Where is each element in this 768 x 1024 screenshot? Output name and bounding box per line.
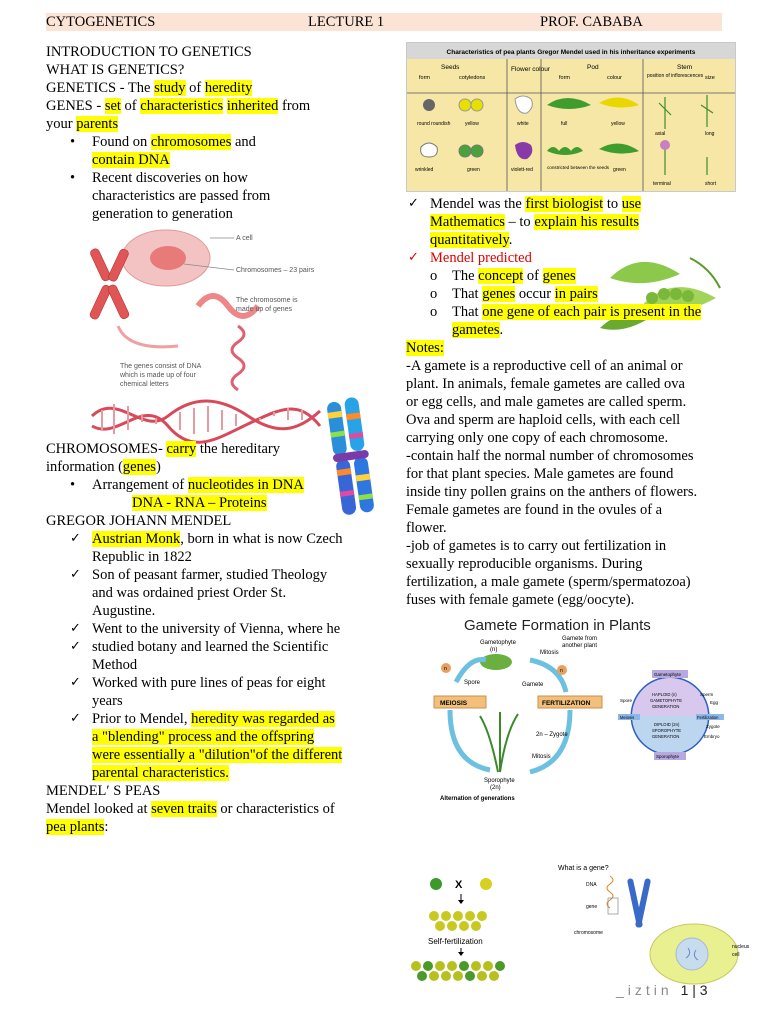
check-son-of-farmer-cont: and was ordained priest Order St. <box>92 585 287 601</box>
note-line-12: sexually reproducible organisms. During <box>406 556 643 572</box>
check-botany: ✓ studied botany and learned the Scientific <box>70 639 329 655</box>
col-flower: Flower colour <box>511 66 551 73</box>
bullet-discoveries-cont: characteristics are passed from <box>92 188 271 204</box>
trait-green-pod: green <box>613 167 626 173</box>
sub-cotyledons: cotyledons <box>459 75 486 81</box>
page-footer <box>616 981 708 999</box>
course-title: CYTOGENETICS <box>46 14 156 30</box>
note-line-3: or egg cells, and male gametes are called sperm. <box>406 394 687 410</box>
right-column <box>406 195 736 609</box>
gf-from1: Gamete from <box>562 636 598 642</box>
check-prior-cont2: were essentially a "dilution"of the different <box>92 747 343 763</box>
sub-size: size <box>705 75 715 81</box>
self-fertilization-label: Self-fertilization <box>428 937 483 946</box>
bullet-chromosomes: • Found on chromosomes and <box>70 134 256 150</box>
col-seeds: Seeds <box>441 64 460 71</box>
trait-violet-red: violett-red <box>511 167 533 173</box>
trait-constricted: constricted between the seeds <box>547 165 610 170</box>
cy-diploid3: GENERATION <box>652 734 680 739</box>
lecture-number: LECTURE 1 <box>308 14 385 30</box>
sub-pod-colour: colour <box>607 75 622 81</box>
genes-definition-cont: your parents <box>46 116 119 132</box>
note-line-7: for that plant species. Male gametes are found <box>406 466 674 482</box>
gene-label-chromosome: chromosome <box>574 930 603 936</box>
trait-green-cotyledon: green <box>467 167 480 173</box>
sub-genes-pairs: o That genes occur in pairs <box>430 286 598 302</box>
bullet-discoveries: • Recent discoveries on how <box>70 170 248 186</box>
gf-spore: Spore <box>464 680 481 686</box>
check-vienna: ✓ Went to the university of Vienna, where he <box>70 621 341 637</box>
sub-form: form <box>419 75 430 81</box>
note-line-10: flower. <box>406 520 447 536</box>
check-first-biologist: ✓ Mendel was the first biologist to use <box>408 196 642 212</box>
intro-heading: INTRODUCTION TO GENETICS <box>46 44 252 60</box>
cy-haploid1: HAPLOID (n) <box>652 692 677 697</box>
check-prior-cont3: parental characteristics. <box>92 765 229 781</box>
gamete-formation-figure <box>410 612 651 808</box>
check-son-of-farmer: ✓ Son of peasant farmer, studied Theology <box>70 567 328 583</box>
note-line-13: fertilization, a male gamete (sperm/spermatozoa) <box>406 574 691 590</box>
gamete-figure-title: Gamete Formation in Plants <box>464 617 651 634</box>
page-header <box>46 13 722 31</box>
what-is-a-gene-figure <box>552 858 752 990</box>
label-made1: The chromosome is <box>236 297 298 304</box>
check-son-of-farmer-cont2: Augustine. <box>92 603 156 619</box>
gene-figure-title: What is a gene? <box>558 865 609 872</box>
dna-rna-proteins: DNA - RNA – Proteins <box>132 495 267 511</box>
label-genes2: which is made up of four <box>120 372 196 379</box>
cy-sporophyte: Sporophyte <box>656 754 680 759</box>
note-line-1: -A gamete is a reproductive cell of an animal or <box>406 358 683 374</box>
table-title: Characteristics of pea plants Gregor Mendel used in his inheritance experiments <box>446 49 696 56</box>
gf-n2: n <box>560 668 563 674</box>
sub-one-gene: o That one gene of each pair is present in the <box>430 304 702 320</box>
cy-zygote: Zygote <box>706 724 720 729</box>
check-pure-lines: ✓ Worked with pure lines of peas for eight <box>70 675 326 691</box>
bullet-arrangement: • Arrangement of nucleotides in DNA <box>70 477 304 493</box>
peas-text-cont: pea plants: <box>46 819 109 835</box>
gf-zygote: 2n – Zygote <box>536 732 568 738</box>
gf-fertilization: FERTILIZATION <box>542 700 591 707</box>
trait-white: white <box>517 121 529 127</box>
bullet-chromosomes-cont: contain DNA <box>92 152 170 168</box>
cy-diploid2: SPOROPHYTE <box>652 728 682 733</box>
trait-yellow-pod: yellow <box>611 121 625 127</box>
trait-axial: axial <box>655 131 666 137</box>
chromosomes-definition-cont: information (genes) <box>46 459 161 475</box>
gf-n1: n <box>444 666 447 672</box>
trait-long: long <box>705 131 715 137</box>
cross-x: X <box>455 879 463 891</box>
check-mendel-predicted: ✓ Mendel predicted <box>408 250 532 266</box>
first-biologist-cont2: quantitatively. <box>430 232 513 248</box>
col-stem: Stem <box>677 64 693 71</box>
mendel-heading: GREGOR JOHANN MENDEL <box>46 513 232 529</box>
life-cycle-diagram <box>614 666 726 764</box>
peas-text: Mendel looked at seven traits or characteristics of <box>46 801 335 817</box>
gf-sporophyte-n: (2n) <box>490 785 501 791</box>
gf-from2: another plant <box>562 643 598 649</box>
mendels-peas-heading: MENDEL′ S PEAS <box>46 783 161 799</box>
gf-mitosis2: Mitosis <box>532 754 551 760</box>
left-lower <box>46 440 376 836</box>
cy-sperm: Sperm <box>700 692 714 697</box>
sub-concept-genes: o The concept of genes <box>430 268 576 284</box>
trait-yellow-cotyledon: yellow <box>465 121 479 127</box>
page-number: 1 | 3 <box>680 982 708 998</box>
gf-mitosis: Mitosis <box>540 650 559 656</box>
check-prior-cont1: a "blending" process and the offspring <box>92 729 315 745</box>
sub-one-gene-cont: gametes. <box>452 322 504 338</box>
left-intro <box>46 43 366 223</box>
check-pure-lines-cont: years <box>92 693 123 709</box>
cy-diploid1: DIPLOID (2n) <box>654 722 680 727</box>
cy-haploid2: GAMETOPHYTE <box>650 698 683 703</box>
gene-label-cell: cell <box>732 952 740 958</box>
label-genes1: The genes consist of DNA <box>120 363 202 370</box>
col-pod: Pod <box>587 64 599 71</box>
bullet-discoveries-cont2: generation to generation <box>92 206 233 222</box>
chromosomes-definition: CHROMOSOMES- carry the hereditary <box>46 441 280 457</box>
trait-terminal: terminal <box>653 181 671 187</box>
check-austrian-monk-cont: Republic in 1822 <box>92 549 192 565</box>
cell-chromosome-dna-figure <box>88 226 320 438</box>
first-biologist-cont: Mathematics – to explain his results <box>430 214 640 230</box>
cy-fertilization: Fertilization <box>697 715 719 720</box>
pea-characteristics-table <box>406 42 736 192</box>
gf-gametophyte: Gametophyte <box>480 640 517 646</box>
note-line-14: fuses with female gamete (egg/oocyte). <box>406 592 635 608</box>
label-made2: made up of genes <box>236 306 293 313</box>
gf-meiosis: MEIOSIS <box>440 700 468 707</box>
professor-name: PROF. CABABA <box>540 14 643 30</box>
cy-gametophyte: Gametophyte <box>654 672 682 677</box>
note-line-6: -contain half the normal number of chromosomes <box>406 448 694 464</box>
label-genes3: chemical letters <box>120 381 169 388</box>
check-botany-cont: Method <box>92 657 138 673</box>
footer-brand: _iztin <box>616 982 673 998</box>
gf-gametophyte-n: (n) <box>490 647 498 653</box>
cy-haploid3: GENERATION <box>652 704 680 709</box>
cy-egg: Egg <box>710 700 719 705</box>
check-prior-to-mendel: ✓ Prior to Mendel, heredity was regarded as <box>70 711 335 727</box>
note-line-8: inside tiny pollen grains on the anthers of flowers. <box>406 484 698 500</box>
gf-sporophyte: Sporophyte <box>484 778 515 784</box>
cy-spore: Spore <box>620 698 633 703</box>
what-heading: WHAT IS GENETICS? <box>46 62 185 78</box>
check-austrian-monk: ✓ Austrian Monk, born in what is now Czech <box>70 531 343 547</box>
genes-definition: GENES - set of characteristics inherited from <box>46 98 311 114</box>
label-chromosomes: Chromosomes – 23 pairs <box>236 267 315 274</box>
trait-full: full <box>561 121 568 127</box>
note-line-9: Female gametes are found in the ovules of a <box>406 502 663 518</box>
sub-position: position of inflorescences <box>647 73 704 79</box>
note-line-4: Ova and sperm are haploid cells, with each cell <box>406 412 681 428</box>
gf-gamete: Gamete <box>522 682 544 688</box>
gene-label-gene: gene <box>586 904 598 910</box>
note-line-2: plant. In animals, female gametes are called ova <box>406 376 685 392</box>
gene-label-nucleus: nucleus <box>732 944 750 950</box>
gene-label-dna: DNA <box>586 882 597 888</box>
note-line-11: -job of gametes is to carry out fertilization in <box>406 538 667 554</box>
trait-wrinkled: wrinkled <box>415 167 434 173</box>
sub-pod-form: form <box>559 75 570 81</box>
self-fertilization-figure <box>404 872 510 990</box>
note-line-5: carrying only one copy of each chromosome. <box>406 430 669 446</box>
cy-meiosis: Meiosis <box>620 715 635 720</box>
trait-short: short <box>705 181 717 187</box>
gf-alternation: Alternation of generations <box>440 796 515 802</box>
genetics-definition: GENETICS - The study of heredity <box>46 80 253 96</box>
cy-embryo: Embryo <box>704 734 720 739</box>
label-a-cell: A cell <box>236 235 253 242</box>
notes-label: Notes: <box>406 340 444 356</box>
trait-round: round roundish <box>417 121 451 127</box>
